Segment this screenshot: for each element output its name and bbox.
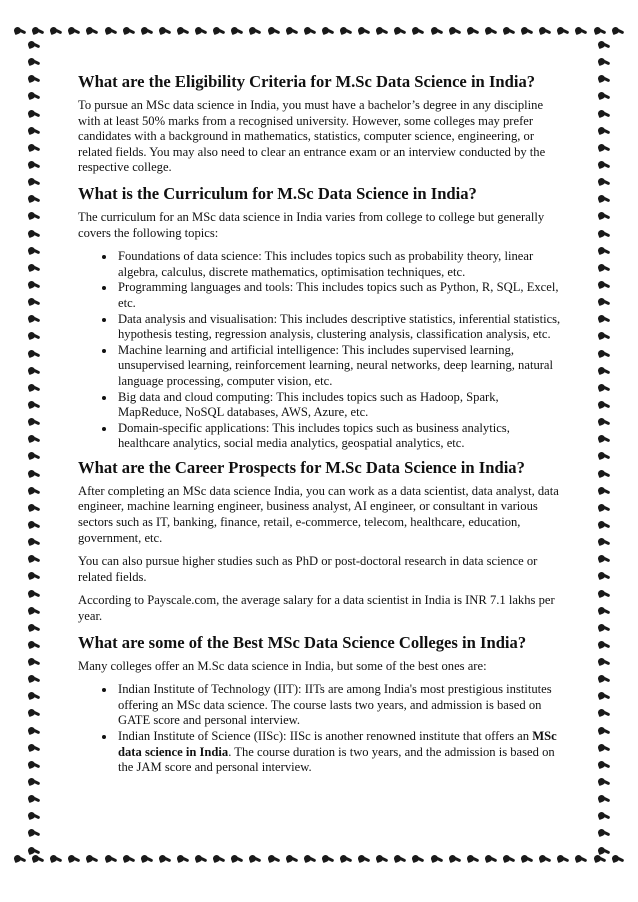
border-ornament-icon <box>485 854 497 864</box>
border-ornament-icon <box>249 854 261 864</box>
border-ornament-icon <box>195 26 207 36</box>
border-ornament-icon <box>28 451 40 461</box>
border-ornament-icon <box>598 760 610 770</box>
border-ornament-icon <box>575 854 587 864</box>
border-ornament-icon <box>177 26 189 36</box>
border-ornament-icon <box>412 854 424 864</box>
border-ornament-icon <box>598 811 610 821</box>
border-ornament-icon <box>598 623 610 633</box>
list-item: • Programming languages and tools: This includes topics such as Python, R, SQL, Excel, etc. <box>116 280 564 311</box>
border-ornament-icon <box>598 366 610 376</box>
border-ornament-icon <box>598 451 610 461</box>
colleges-list <box>78 682 564 776</box>
border-ornament-icon <box>598 280 610 290</box>
border-ornament-icon <box>28 400 40 410</box>
border-ornament-icon <box>467 26 479 36</box>
border-ornament-icon <box>598 828 610 838</box>
border-ornament-icon <box>28 640 40 650</box>
border-ornament-icon <box>340 854 352 864</box>
border-ornament-icon <box>50 854 62 864</box>
border-ornament-icon <box>449 854 461 864</box>
border-ornament-icon <box>28 520 40 530</box>
border-ornament-icon <box>503 854 515 864</box>
border-ornament-icon <box>28 469 40 479</box>
border-ornament-icon <box>594 26 606 36</box>
border-ornament-icon <box>105 854 117 864</box>
border-ornament-icon <box>28 537 40 547</box>
border-ornament-icon <box>28 623 40 633</box>
border-ornament-icon <box>598 211 610 221</box>
paragraph-colleges-intro: Many colleges offer an M.Sc data science in India, but some of the best ones are: <box>78 658 487 673</box>
border-ornament-icon <box>28 331 40 341</box>
border-ornament-icon <box>598 74 610 84</box>
border-ornament-icon <box>598 331 610 341</box>
border-ornament-icon <box>28 349 40 359</box>
list-item: • Machine learning and artificial intelligence: This includes supervised learning, unsupervised learning, reinforcement learning, neural networks, deep learning, natural language processing, computer vision, etc. <box>116 343 564 390</box>
border-ornament-icon <box>376 854 388 864</box>
border-ornament-icon <box>141 854 153 864</box>
border-ornament-icon <box>598 571 610 581</box>
border-ornament-icon <box>28 314 40 324</box>
list-item <box>116 729 564 776</box>
border-ornament-icon <box>28 674 40 684</box>
border-ornament-icon <box>598 177 610 187</box>
border-ornament-icon <box>358 26 370 36</box>
border-ornament-icon <box>28 760 40 770</box>
border-ornament-icon <box>28 160 40 170</box>
border-ornament-icon <box>68 26 80 36</box>
border-ornament-icon <box>28 229 40 239</box>
border-ornament-icon <box>539 854 551 864</box>
border-ornament-icon <box>431 26 443 36</box>
border-ornament-icon <box>598 589 610 599</box>
border-ornament-icon <box>268 26 280 36</box>
border-ornament-icon <box>28 194 40 204</box>
border-ornament-icon <box>28 828 40 838</box>
border-ornament-icon <box>449 26 461 36</box>
border-ornament-icon <box>32 26 44 36</box>
border-ornament-icon <box>598 297 610 307</box>
top-border <box>0 26 638 46</box>
border-ornament-icon <box>141 26 153 36</box>
paragraph-curriculum-intro: The curriculum for an MSc data science in India varies from college to college but generally covers the following topics: <box>78 209 545 240</box>
list-item: • Data analysis and visualisation: This includes descriptive statistics, inferential statistics, hypothesis testing, regression analysis, clustering analysis, classification analysis, etc. <box>116 312 564 343</box>
border-ornament-icon <box>213 26 225 36</box>
border-ornament-icon <box>598 777 610 787</box>
border-ornament-icon <box>598 640 610 650</box>
border-ornament-icon <box>431 854 443 864</box>
border-ornament-icon <box>322 26 334 36</box>
border-ornament-icon <box>28 777 40 787</box>
border-ornament-icon <box>598 91 610 101</box>
border-ornament-icon <box>557 26 569 36</box>
border-ornament-icon <box>598 383 610 393</box>
border-ornament-icon <box>28 383 40 393</box>
border-ornament-icon <box>358 854 370 864</box>
border-ornament-icon <box>598 743 610 753</box>
border-ornament-icon <box>159 26 171 36</box>
border-ornament-icon <box>177 854 189 864</box>
list-item: • Domain-specific applications: This includes topics such as business analytics, healthcare analytics, social media analytics, geospatial analytics, etc. <box>116 421 564 452</box>
border-ornament-icon <box>598 263 610 273</box>
border-ornament-icon <box>123 854 135 864</box>
border-ornament-icon <box>467 854 479 864</box>
border-ornament-icon <box>28 657 40 667</box>
border-ornament-icon <box>28 434 40 444</box>
border-ornament-icon <box>123 26 135 36</box>
border-ornament-icon <box>28 571 40 581</box>
border-ornament-icon <box>503 26 515 36</box>
border-ornament-icon <box>286 854 298 864</box>
border-ornament-icon <box>231 26 243 36</box>
border-ornament-icon <box>28 846 40 856</box>
border-ornament-icon <box>412 26 424 36</box>
border-ornament-icon <box>485 26 497 36</box>
border-ornament-icon <box>598 606 610 616</box>
border-ornament-icon <box>28 743 40 753</box>
border-ornament-icon <box>376 26 388 36</box>
border-ornament-icon <box>28 246 40 256</box>
border-ornament-icon <box>304 854 316 864</box>
border-ornament-icon <box>28 40 40 50</box>
border-ornament-icon <box>28 691 40 701</box>
border-ornament-icon <box>28 280 40 290</box>
border-ornament-icon <box>598 554 610 564</box>
border-ornament-icon <box>14 26 26 36</box>
border-ornament-icon <box>249 26 261 36</box>
border-ornament-icon <box>598 434 610 444</box>
border-ornament-icon <box>598 417 610 427</box>
border-ornament-icon <box>28 57 40 67</box>
border-ornament-icon <box>598 691 610 701</box>
border-ornament-icon <box>28 606 40 616</box>
border-ornament-icon <box>68 854 80 864</box>
border-ornament-icon <box>28 554 40 564</box>
border-ornament-icon <box>86 26 98 36</box>
border-ornament-icon <box>598 520 610 530</box>
border-ornament-icon <box>304 26 316 36</box>
border-ornament-icon <box>28 589 40 599</box>
bottom-border <box>0 854 638 874</box>
border-ornament-icon <box>598 246 610 256</box>
border-ornament-icon <box>28 143 40 153</box>
paragraph-career-2: You can also pursue higher studies such as PhD or post-doctoral research in data science or related fields. <box>78 554 538 584</box>
border-ornament-icon <box>394 26 406 36</box>
border-ornament-icon <box>28 794 40 804</box>
border-ornament-icon <box>28 708 40 718</box>
border-ornament-icon <box>575 26 587 36</box>
document-body <box>78 72 564 782</box>
paragraph-eligibility: To pursue an MSc data science in India, you must have a bachelor’s degree in any discipline with at least 50% marks from a recognised university. However, some colleges may prefer candidates with a background in mathematics, statistics, computer science, engineering, or related fields. You may also need to clear an entrance exam or an interview conducted by the respective college. <box>78 98 546 175</box>
border-ornament-icon <box>598 486 610 496</box>
border-ornament-icon <box>340 26 352 36</box>
border-ornament-icon <box>231 854 243 864</box>
border-ornament-icon <box>598 503 610 513</box>
curriculum-list <box>78 249 564 452</box>
border-ornament-icon <box>28 109 40 119</box>
list-item: • Indian Institute of Technology (IIT): IITs are among India's most prestigious institutes offering an MSc data science. The course lasts two years, and admission is based on GATE score and personal interview. <box>116 682 564 729</box>
border-ornament-icon <box>612 26 624 36</box>
border-ornament-icon <box>268 854 280 864</box>
list-item: • Big data and cloud computing: This includes topics such as Hadoop, Spark, MapReduce, NoSQL databases, AWS, Azure, etc. <box>116 390 564 421</box>
border-ornament-icon <box>598 194 610 204</box>
border-ornament-icon <box>50 26 62 36</box>
border-ornament-icon <box>322 854 334 864</box>
border-ornament-icon <box>598 57 610 67</box>
border-ornament-icon <box>28 263 40 273</box>
border-ornament-icon <box>598 657 610 667</box>
border-ornament-icon <box>213 854 225 864</box>
border-ornament-icon <box>598 846 610 856</box>
heading-eligibility: What are the Eligibility Criteria for M.Sc Data Science in India? <box>78 72 536 91</box>
heading-career: What are the Career Prospects for M.Sc Data Science in India? <box>78 457 525 477</box>
border-ornament-icon <box>598 537 610 547</box>
border-ornament-icon <box>28 177 40 187</box>
heading-curriculum: What is the Curriculum for M.Sc Data Science in India? <box>78 183 477 203</box>
border-ornament-icon <box>598 400 610 410</box>
border-ornament-icon <box>286 26 298 36</box>
border-ornament-icon <box>28 297 40 307</box>
left-border <box>24 40 44 856</box>
border-ornament-icon <box>598 40 610 50</box>
border-ornament-icon <box>28 417 40 427</box>
border-ornament-icon <box>195 854 207 864</box>
border-ornament-icon <box>598 143 610 153</box>
border-ornament-icon <box>28 91 40 101</box>
item-text: Indian Institute of Science (IISc): IISc is another renowned institute that offers an <box>118 729 533 743</box>
border-ornament-icon <box>598 794 610 804</box>
border-ornament-icon <box>598 469 610 479</box>
border-ornament-icon <box>598 349 610 359</box>
border-ornament-icon <box>28 126 40 136</box>
border-ornament-icon <box>521 854 533 864</box>
border-ornament-icon <box>539 26 551 36</box>
heading-colleges: What are some of the Best MSc Data Science Colleges in India? <box>78 632 527 652</box>
border-ornament-icon <box>28 211 40 221</box>
border-ornament-icon <box>28 74 40 84</box>
paragraph-career-1: After completing an MSc data science India, you can work as a data scientist, data analyst, data engineer, machine learning engineer, business analyst, AI engineer, or consultant in various sectors such as IT, banking, finance, retail, e-commerce, telecom, healthcare, education, government, etc. <box>78 483 559 545</box>
border-ornament-icon <box>598 674 610 684</box>
item-text: . The course duration is two years, and the admission is based on the JAM score and personal interview. <box>118 744 555 775</box>
border-ornament-icon <box>521 26 533 36</box>
border-ornament-icon <box>598 160 610 170</box>
border-ornament-icon <box>86 854 98 864</box>
list-item: • Foundations of data science: This includes topics such as probability theory, linear algebra, calculus, discrete mathematics, optimisation techniques, etc. <box>116 249 564 280</box>
border-ornament-icon <box>557 854 569 864</box>
right-border <box>594 40 614 856</box>
border-ornament-icon <box>28 811 40 821</box>
paragraph-career-3: According to Payscale.com, the average salary for a data scientist in India is INR 7.1 lakhs per year. <box>78 593 555 624</box>
border-ornament-icon <box>598 109 610 119</box>
border-ornament-icon <box>28 486 40 496</box>
border-ornament-icon <box>598 708 610 718</box>
border-ornament-icon <box>28 366 40 376</box>
bold-keyword: MSc data science in India <box>118 729 557 759</box>
border-ornament-icon <box>598 229 610 239</box>
border-ornament-icon <box>28 726 40 736</box>
border-ornament-icon <box>159 854 171 864</box>
border-ornament-icon <box>598 126 610 136</box>
border-ornament-icon <box>598 726 610 736</box>
border-ornament-icon <box>598 314 610 324</box>
border-ornament-icon <box>28 503 40 513</box>
border-ornament-icon <box>394 854 406 864</box>
border-ornament-icon <box>105 26 117 36</box>
